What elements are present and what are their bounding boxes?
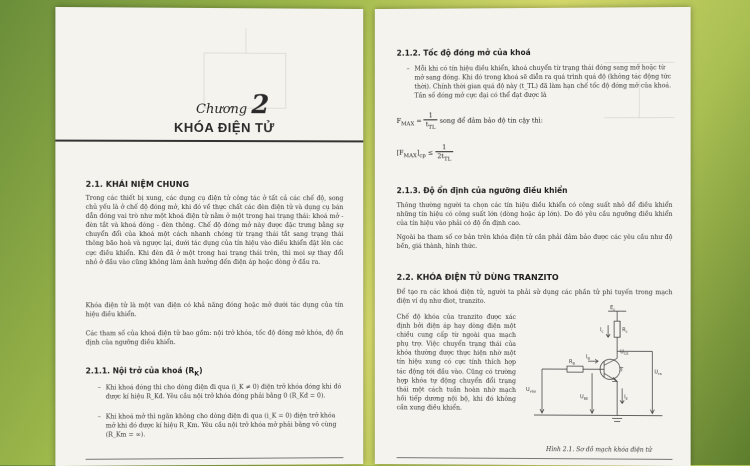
fmax-numerator: 1 bbox=[424, 111, 438, 120]
label-uce: $U_{CE}$ bbox=[620, 349, 628, 356]
chapter-number: 2 bbox=[251, 90, 269, 120]
section-heading-2-1-2: 2.1.2. Tốc độ đóng mở của khoá bbox=[397, 48, 531, 58]
fmax-cp-numerator: 1 bbox=[435, 143, 453, 152]
fmax-cp-sub2: cp bbox=[419, 153, 425, 159]
label-ie: $I_E$ bbox=[624, 394, 628, 401]
label-uvao: $U_{vào}$ bbox=[526, 387, 536, 394]
paragraph-other-requirements: Ngoài ba tham số cơ bản trên khóa điện tử cần phải đảm bảo được các yêu cầu như độ bền, giá thành, hình thức. bbox=[397, 233, 673, 251]
fmax-cp-den-text: 2t bbox=[437, 152, 444, 160]
fmax-cp-denominator bbox=[435, 152, 453, 162]
fmax-lhs-sub: MAX bbox=[401, 121, 414, 127]
faint-background-figure bbox=[375, 7, 691, 208]
formula-fmax-cp: $[F_{MAX}]_{cp}$ ≤ $\frac{1}{2t_{TL}}$ bbox=[397, 143, 454, 162]
footer-divider bbox=[86, 457, 344, 460]
section-heading-2-1: 2.1. KHÁI NIỆM CHUNG bbox=[86, 180, 189, 189]
bullet-closed-resistance: – Khi khoá đóng thì cho dòng điện đi qua (i_K ≠ 0) điện trở khóa đóng khi đó được kí hiệu R_Kđ. Yêu cầu nội trở khóa đóng phải bằng 0 (R_Kđ = 0). bbox=[106, 382, 344, 401]
section-heading-2-2: 2.2. KHÓA ĐIỆN TỬ DÙNG TRANZITO bbox=[397, 273, 559, 282]
label-ec: $E_c$ bbox=[610, 305, 615, 312]
formula-fmax bbox=[397, 111, 543, 131]
fmax-eq: = bbox=[414, 117, 424, 125]
paragraph-definition: Khóa điện tử là một van điện có khả năng đóng hoặc mở dưới tác dụng của tín hiệu điều khiển. bbox=[86, 301, 344, 320]
fmax-cp-mid: ] bbox=[417, 149, 420, 157]
heading-close: ) bbox=[199, 366, 202, 375]
fmax-denominator bbox=[424, 120, 438, 130]
transistor-switch-circuit-diagram bbox=[522, 303, 683, 444]
footer-divider bbox=[397, 457, 673, 460]
label-ura: $U_{ra}$ bbox=[654, 369, 661, 376]
fmax-den-sub: TL bbox=[428, 125, 435, 131]
paragraph-nonlinear-elements: Để tạo ra các khoá điện tử, người ta phải sử dụng các phần tử phi tuyến trong mạch điện ví dụ như điot, tranzito. bbox=[397, 288, 673, 307]
section-heading-2-1-3: 2.1.3. Độ ổn định của ngưỡng điều khiển bbox=[397, 186, 568, 195]
chapter-title: KHÓA ĐIỆN TỬ bbox=[174, 120, 275, 135]
bullet-switching-speed: – Mỗi khi có tín hiệu điều khiển, khoá chuyển từ trạng thái đóng sang mở hoặc từ mở sang đóng. Khi đó trong khoá sẽ diễn ra quá trình quá độ (không tác động tức thời). Chính thời gian quá độ này (t_TL) đã làm hạn chế tốc độ đóng mở của khoá. Tần số đóng mở cực đại có thể đạt được là bbox=[414, 63, 672, 101]
section-heading-2-1-1 bbox=[86, 366, 203, 378]
paragraph-threshold: Thông thường người ta chọn các tín hiệu điều khiển có công suất nhỏ để điều khiển những tín hiệu có công suất lớn (dòng hoặc áp lớn). Do đó yêu cầu ngưỡng điều khiển của tín hiệu vào phải có độ ổn định cao. bbox=[397, 201, 673, 228]
label-rb: $R_B$ bbox=[569, 359, 575, 366]
resistor-rb bbox=[567, 366, 583, 372]
label-t: T bbox=[619, 367, 624, 373]
paragraph-overview: Trong các thiết bị xung, các dụng cụ điện tử công tác ở tất cả các chế độ, song chủ yếu là ở chế độ đóng mở, khi đó về thực chất các đèn điện tử và dụng cụ bán dẫn đóng vai trò như một khoá điện tử nằm ở một trong hai trạng thái: khoá mở - đèn tắt và khoá đóng - đèn thông. Chế độ đóng mở này được đặc trưng bằng sự chuyển đổi của khoá một cách nhanh chóng từ trạng thái tắt sang trạng thái thông bão hoà và ngược lại, dưới tác dụng của tín hiệu vào điều khiển đặt lên các cực điều khiển. Khi đèn đã ở một trong hai trạng thái trên, thì mọi sự thay đổi nhỏ ở đầu vào cũng không làm ảnh hưởng đến điện áp hoặc dòng ở đầu ra. bbox=[86, 194, 344, 267]
fmax-cp-sub: MAX bbox=[404, 153, 417, 159]
label-ib: $I_B$ bbox=[586, 354, 591, 361]
fmax-cp-den-sub: TL bbox=[444, 156, 451, 162]
figure-caption: Hình 2.1. Sơ đồ mạch khóa điện tử bbox=[546, 446, 652, 454]
paragraph-transistor-mode: Chế độ khóa của tranzito được xác định bởi điện áp hay dòng điện một chiều cung cấp từ ngoài qua mạch phụ trợ. Việc chuyển trạng thái của khóa thường được thực hiện nhờ một tín hiệu xung có cực tính thích hợp tác động tới đầu vào. Cũng có trường hợp khóa tự động chuyển đổi trạng thái một cách tuần hoàn nhờ mạch hồi tiếp dương nội bộ, khi đó không cần xung điều khiển. bbox=[397, 313, 516, 413]
right-book-page bbox=[375, 7, 691, 466]
label-rc: $R_c$ bbox=[622, 327, 628, 334]
fmax-lhs: F bbox=[397, 117, 401, 125]
fmax-cp-fraction bbox=[435, 143, 453, 162]
chapter-label: Chương bbox=[196, 102, 247, 117]
heading-subscript: K bbox=[194, 371, 199, 378]
heading-text: 2.1.1. Nội trở của khoá (R bbox=[86, 366, 195, 375]
fmax-den-text: t bbox=[426, 120, 429, 128]
bullet-open-resistance: – Khi khoá mở thì ngăn không cho dòng điện đi qua (i_K = 0) điện trở khóa mở khi đó được kí hiệu R_Km. Yêu cầu nội trở khóa mở phải bằng vô cùng (R_Km = ∞). bbox=[106, 411, 344, 440]
label-ube: $U_{BE}$ bbox=[580, 394, 588, 401]
ground-line bbox=[534, 415, 662, 416]
label-ic: $I_c$ bbox=[600, 327, 604, 334]
fmax-tail: song để đảm bảo độ tin cậy thì: bbox=[440, 117, 543, 125]
chapter-heading bbox=[196, 90, 269, 120]
resistor-rc bbox=[614, 321, 620, 337]
fmax-fraction bbox=[424, 111, 438, 130]
paragraph-parameters: Các tham số của khoá điện tử bao gồm: nội trở khóa, tốc độ đóng mở khóa, độ ổn định của ngưỡng điều khiển. bbox=[86, 329, 344, 348]
fmax-cp-lhs: [F bbox=[397, 149, 404, 157]
left-book-page bbox=[55, 7, 363, 466]
